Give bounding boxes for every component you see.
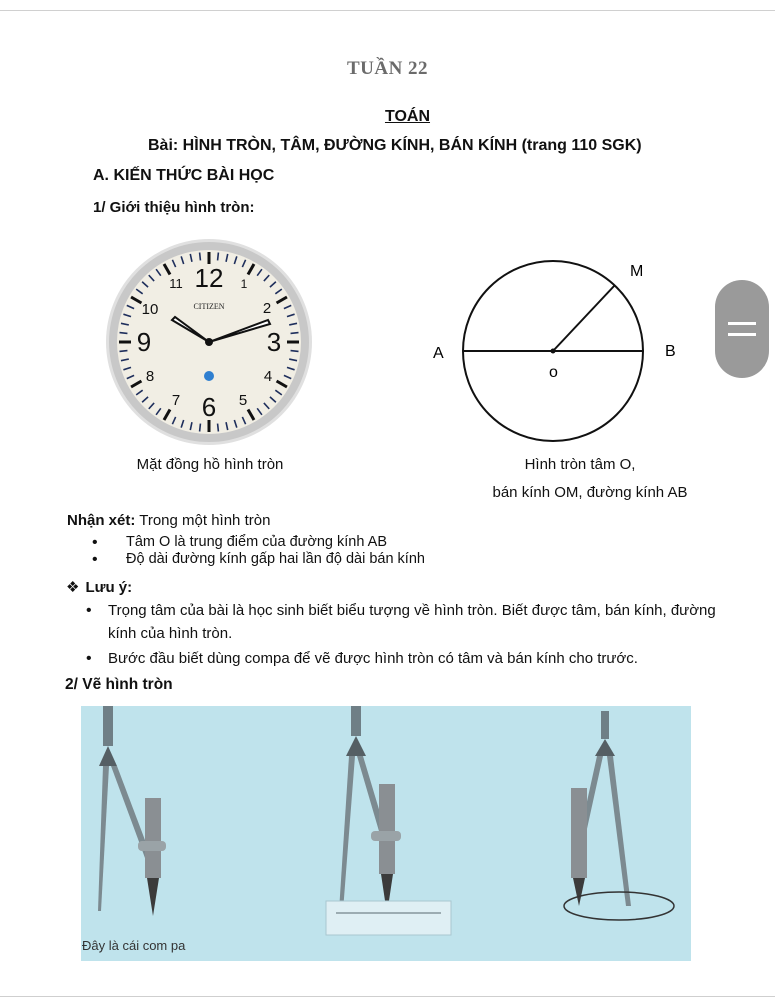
list-item: • Trọng tâm của bài là học sinh biết biểu tượng về hình tròn. Biết được tâm, bán kính, đường kính của hình tròn. [108, 599, 738, 645]
section-a-title: A. KIẾN THỨC BÀI HỌC [93, 167, 275, 184]
compass-left [98, 706, 166, 916]
clock-tick [119, 333, 127, 334]
clock-tick [218, 424, 219, 432]
clock-tick [200, 424, 201, 432]
circle-diagram [425, 250, 715, 450]
note-heading [66, 578, 132, 596]
remark [67, 512, 270, 529]
clock-number-9: 9 [136, 327, 152, 357]
remark-text: Trong một hình tròn [135, 512, 271, 529]
list-item: • Độ dài đường kính gấp hai lần độ dài bán kính [112, 551, 425, 568]
radius-om [553, 285, 615, 351]
clock-number-8: 8 [145, 368, 155, 385]
clock-tick [119, 351, 127, 352]
diamond-bullet-icon: ❖ [66, 579, 80, 596]
menu-icon [728, 322, 756, 325]
remark-label: Nhận xét: [67, 512, 136, 529]
compass-illustration [81, 706, 691, 961]
clock-brand: CITIZEN [193, 302, 225, 311]
clock-tick [218, 252, 219, 260]
bottom-rule [0, 996, 775, 997]
clock-tick [291, 351, 299, 352]
clock-number-2: 2 [262, 300, 272, 317]
clock-tick [291, 333, 299, 334]
clock-number-5: 5 [238, 392, 248, 409]
clock-blue-dot [204, 371, 214, 381]
clock-center [205, 338, 213, 346]
list-item: • Bước đầu biết dùng compa để vẽ được hình tròn có tâm và bán kính cho trước. [108, 647, 738, 670]
clock-image [104, 238, 314, 448]
label-a: A [433, 345, 444, 362]
clock-number-6: 6 [201, 392, 217, 422]
note-list [108, 599, 738, 672]
label-m: M [630, 263, 644, 280]
circle-caption-line1: Hình tròn tâm O, [524, 456, 636, 473]
clock-number-10: 10 [141, 301, 159, 318]
clock-number-1: 1 [240, 277, 248, 291]
lesson-title: Bài: HÌNH TRÒN, TÂM, ĐƯỜNG KÍNH, BÁN KÍNH (trang 110 SGK) [148, 137, 642, 154]
note-label: Lưu ý: [85, 579, 133, 596]
label-o: o [549, 364, 558, 381]
clock-number-11: 11 [169, 276, 183, 291]
center-point [551, 349, 556, 354]
compass-middle [326, 706, 451, 935]
clock-number-12: 12 [194, 263, 224, 293]
section-1-title: 1/ Giới thiệu hình tròn: [93, 199, 255, 216]
clock-number-4: 4 [263, 368, 273, 385]
remark-list [112, 534, 425, 568]
clock-tick [200, 252, 201, 260]
top-rule [0, 10, 775, 11]
compass-right [564, 711, 674, 920]
list-item: • Tâm O là trung điểm của đường kính AB [112, 534, 425, 551]
scroll-handle-button[interactable] [715, 280, 769, 378]
clock-number-7: 7 [171, 392, 181, 409]
compass-photo [81, 706, 691, 961]
clock-caption: Mặt đồng hồ hình tròn [136, 456, 284, 473]
subject-heading: TOÁN [384, 108, 431, 125]
week-heading: TUẦN 22 [346, 58, 429, 79]
photo-caption: Đây là cái com pa [82, 938, 186, 953]
clock-number-3: 3 [266, 327, 282, 357]
section-2-title: 2/ Vẽ hình tròn [65, 676, 173, 693]
label-b: B [665, 343, 676, 360]
circle-caption-line2: bán kính OM, đường kính AB [492, 484, 688, 501]
menu-icon-bar [728, 333, 756, 336]
